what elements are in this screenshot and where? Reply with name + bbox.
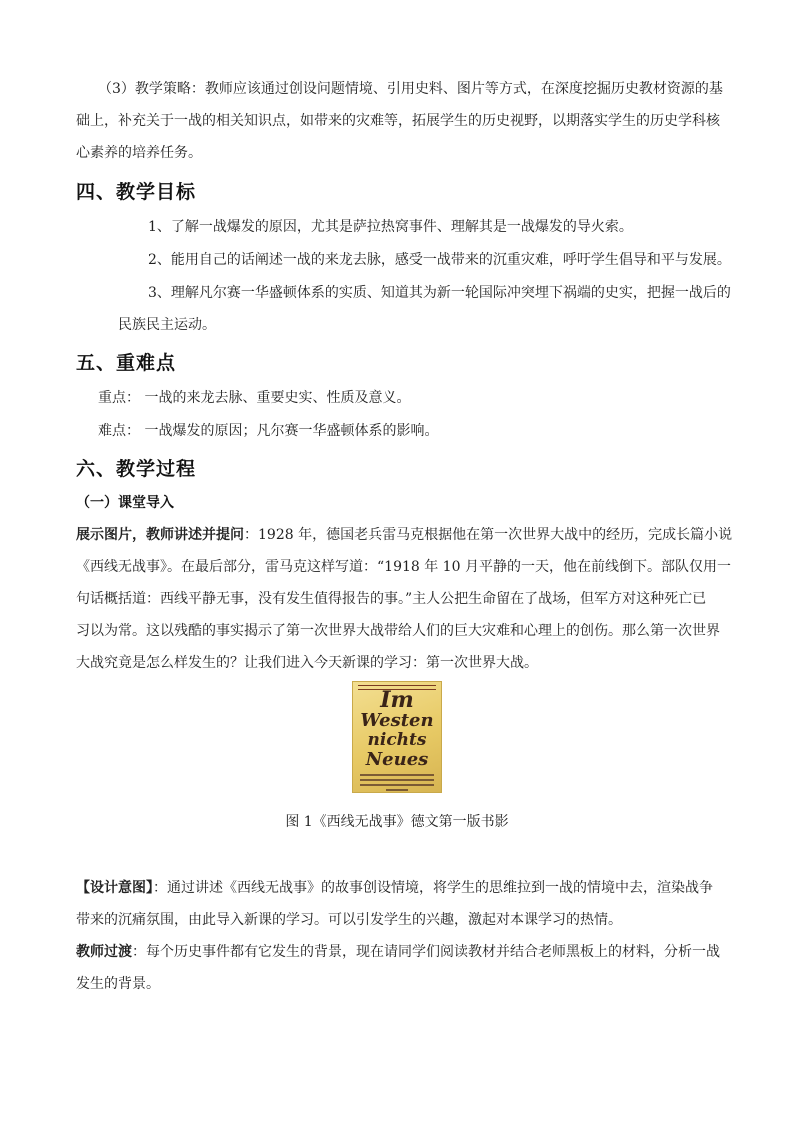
cover-subtitle-line [360, 774, 434, 776]
design-intent-line-2: 带来的沉痛氛围，由此导入新课的学习。可以引发学生的兴趣，激起对本课学习的热情。 [76, 912, 622, 928]
objective-item-3a: 3、理解凡尔赛一华盛顿体系的实质、知道其为新一轮国际冲突埋下祸端的史实，把握一战后的 [148, 285, 731, 301]
cover-subtitle-line [360, 784, 434, 786]
strategy-line-2: 础上，补充关于一战的相关知识点，如带来的灾难等，拓展学生的历史视野，以期落实学生的历史学科核 [76, 113, 720, 129]
intro-line-2: 《西线无战事》。在最后部分，雷马克这样写道：“1918 年 10 月平静的一天，他在前线倒下。部队仅用一 [76, 559, 731, 575]
design-intent-lead: 【设计意图】 [76, 880, 153, 896]
book-cover-image [352, 681, 442, 793]
intro-line-4: 习以为常。这以残酷的事实揭示了第一次世界大战带给人们的巨大灾难和心理上的创伤。那么第一次世界 [76, 623, 720, 639]
cover-title-line-3: nichts [367, 730, 427, 750]
key-point: 重点： 一战的来龙去脉、重要史实、性质及意义。 [98, 390, 411, 406]
transition-lead: 教师过渡 [76, 944, 132, 960]
objective-item-2: 2、能用自己的话阐述一战的来龙去脉，感受一战带来的沉重灾难，呼吁学生倡导和平与发展。 [148, 252, 731, 268]
intro-line-3: 句话概括道：西线平静无事，没有发生值得报告的事。”主人公把生命留在了战场，但军方对这种死亡已 [76, 591, 707, 607]
strategy-line-1: （3）教学策略：教师应该通过创设问题情境、引用史料、图片等方式，在深度挖掘历史教材资源的基 [98, 81, 723, 97]
cover-subtitle-line [360, 779, 434, 781]
section-heading-objectives: 四、教学目标 [76, 181, 197, 203]
intro-line-1 [76, 525, 732, 545]
section-heading-key-points: 五、重难点 [76, 352, 177, 374]
design-intent-text-1: ：通过讲述《西线无战事》的故事创设情境，将学生的思维拉到一战的情境中去，渲染战争 [153, 880, 713, 896]
subsection-heading-intro: （一）课堂导入 [76, 495, 174, 511]
intro-line-5: 大战究竟是怎么样发生的？让我们进入今天新课的学习：第一次世界大战。 [76, 655, 538, 671]
intro-text-1: ：1928 年，德国老兵雷马克根据他在第一次世界大战中的经历，完成长篇小说 [244, 527, 733, 543]
difficult-point: 难点： 一战爆发的原因；凡尔赛一华盛顿体系的影响。 [98, 423, 439, 439]
objective-item-3b: 民族民主运动。 [118, 317, 216, 333]
cover-title-line-1: Im [380, 687, 414, 713]
cover-title-line-2: Westen [360, 710, 434, 731]
transition-text-1: ：每个历史事件都有它发生的背景，现在请同学们阅读教材并结合老师黑板上的材料，分析一战 [132, 944, 720, 960]
transition-line-1 [76, 942, 720, 962]
transition-line-2: 发生的背景。 [76, 976, 160, 992]
intro-lead: 展示图片，教师讲述并提问 [76, 527, 244, 543]
figure-caption: 图 1《西线无战事》德文第一版书影 [285, 814, 509, 830]
objective-item-1: 1、了解一战爆发的原因，尤其是萨拉热窝事件、理解其是一战爆发的导火索。 [148, 219, 633, 235]
cover-title-line-4: Neues [365, 749, 429, 770]
cover-subtitle-line [386, 789, 408, 791]
design-intent-line-1 [76, 878, 713, 898]
strategy-line-3: 心素养的培养任务。 [76, 145, 202, 161]
section-heading-process: 六、教学过程 [76, 458, 197, 480]
